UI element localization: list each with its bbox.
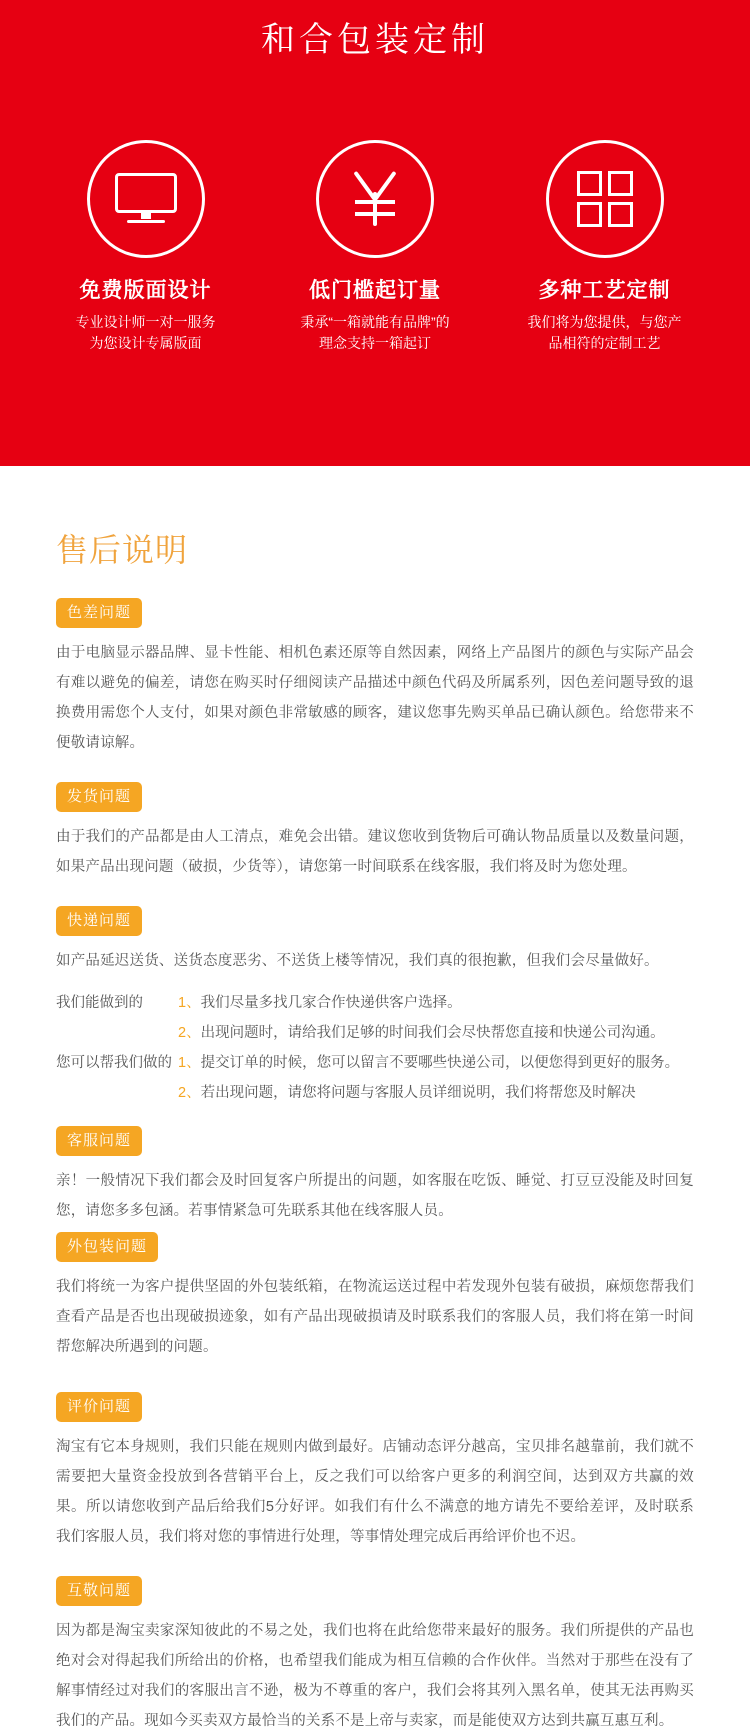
grid-square-4 — [608, 202, 633, 227]
feature-desc — [76, 312, 216, 354]
feature-title: 免费版面设计 — [79, 279, 212, 302]
block-body: 由于我们的产品都是由人工清点，难免会出错。建议您收到货物后可确认物品质量以及数量问题，如果产品出现问题（破损，少货等），请您第一时间联系在线客服，我们将及时为您处理。 — [56, 829, 694, 875]
status-badge: 外包装问题 — [56, 1232, 158, 1262]
block-outer-packaging — [0, 1232, 750, 1362]
express-row-items — [178, 988, 694, 1048]
feature-item-design — [38, 140, 253, 354]
status-badge: 互敬问题 — [56, 1576, 142, 1606]
spacer — [0, 758, 750, 782]
express-row — [56, 1048, 694, 1108]
block-body-clip — [56, 1156, 694, 1218]
express-item-number: 2、 — [178, 1025, 201, 1041]
express-item — [178, 1048, 694, 1078]
express-item-text: 我们尽量多找几家合作快递供客户选择。 — [200, 995, 462, 1011]
block-color-difference — [0, 598, 750, 758]
express-item-text: 若出现问题，请您将问题与客服人员详细说明，我们将帮您及时解决 — [200, 1085, 636, 1101]
express-item-number: 2、 — [178, 1085, 201, 1101]
yen-stem — [373, 192, 377, 226]
spacer — [0, 1218, 750, 1232]
express-item-number: 1、 — [178, 1055, 201, 1071]
express-item-text: 出现问题时，请给我们足够的时间我们会尽快帮您直接和快递公司沟通。 — [200, 1025, 665, 1041]
grid-square-1 — [577, 171, 602, 196]
feature-icon-circle — [316, 140, 434, 258]
feature-desc-line1: 我们将为您提供，与您产 — [527, 314, 682, 330]
monitor-icon — [115, 173, 177, 225]
page-title: 和合包装定制 — [261, 21, 489, 59]
express-row — [56, 988, 694, 1048]
block-body: 我们将统一为客户提供坚固的外包装纸箱，在物流运送过程中若发现外包装有破损，麻烦您帮我们查看产品是否也出现破损迹象，如有产品出现破损请及时联系我们的客服人员，我们将在第一时间帮您解决所遇到的问题。 — [56, 1279, 694, 1355]
express-item — [178, 988, 694, 1018]
aftersales-blocks — [0, 598, 750, 1736]
block-body: 因为都是淘宝卖家深知彼此的不易之处，我们也将在此给您带来最好的服务。我们所提供的产品也绝对会对得起我们所给出的价格，也希望我们能成为相互信赖的合作伙伴。当然对于那些在没有了解事情经过对我们的客服出言不逊，极为不尊重的客户，我们会将其列入黑名单，使其无法再购买我们的产品。现如今买卖双方最恰当的关系不是上帝与卖家，而是能使双方达到共赢互惠互利。 — [56, 1623, 694, 1729]
status-badge: 色差问题 — [56, 598, 142, 628]
block-express — [0, 906, 750, 1108]
express-item-text: 提交订单的时候，您可以留言不要哪些快递公司，以便您得到更好的服务。 — [200, 1055, 680, 1071]
status-badge: 客服问题 — [56, 1126, 142, 1156]
monitor-base — [127, 220, 165, 223]
feature-desc-line1: 专业设计师一对一服务 — [75, 314, 216, 330]
yen-bar-lower — [355, 212, 395, 216]
feature-title: 低门槛起订量 — [309, 279, 441, 302]
feature-list — [0, 140, 750, 354]
express-row-items — [178, 1048, 694, 1108]
block-review — [0, 1392, 750, 1552]
block-body: 由于电脑显示器品牌、显卡性能、相机色素还原等自然因素，网络上产品图片的颜色与实际产品会有难以避免的偏差，请您在购买时仔细阅读产品描述中颜色代码及所属系列，因色差问题导致的退换费用需您个人支付，如果对颜色非常敏感的顾客，建议您事先购买单品已确认颜色。给您带来不便敬请谅解。 — [56, 645, 694, 751]
monitor-screen — [115, 173, 177, 213]
spacer — [0, 1108, 750, 1126]
spacer — [0, 1552, 750, 1576]
feature-desc — [300, 312, 449, 354]
express-item-number: 1、 — [178, 995, 201, 1011]
feature-desc-line2: 理念支持一箱起订 — [318, 335, 431, 351]
feature-desc-line1: 秉承“一箱就能有品牌”的 — [300, 314, 450, 330]
red-banner — [0, 0, 750, 466]
spacer — [0, 1362, 750, 1392]
block-shipping — [0, 782, 750, 882]
feature-desc-line2: 品相符的定制工艺 — [548, 335, 661, 351]
block-mutual-respect — [0, 1576, 750, 1736]
grid-squares-icon — [577, 171, 633, 227]
section-heading: 售后说明 — [56, 532, 189, 568]
block-body: 亲！一般情况下我们都会及时回复客户所提出的问题，如客服在吃饭、睡觉、打豆豆没能及时回复您，请您多多包涵。若事情紧急可先联系其他在线客服人员。 — [56, 1173, 694, 1218]
block-body: 如产品延迟送货、送货态度恶劣、不送货上楼等情况，我们真的很抱歉，但我们会尽量做好。 — [56, 953, 659, 969]
express-item — [178, 1018, 694, 1048]
grid-square-2 — [608, 171, 633, 196]
yen-bar-upper — [355, 200, 395, 204]
spacer — [0, 882, 750, 906]
feature-item-craft — [497, 140, 712, 354]
feature-item-moq — [268, 140, 483, 354]
express-row-label: 我们能做到的 — [56, 995, 143, 1011]
grid-square-3 — [577, 202, 602, 227]
block-customer-service — [0, 1126, 750, 1218]
express-row-label: 您可以帮我们做的 — [56, 1055, 172, 1071]
feature-desc — [528, 312, 682, 354]
feature-title: 多种工艺定制 — [538, 279, 671, 302]
status-badge: 快递问题 — [56, 906, 142, 936]
status-badge: 发货问题 — [56, 782, 142, 812]
status-badge: 评价问题 — [56, 1392, 142, 1422]
monitor-neck — [141, 213, 151, 219]
yen-currency-icon — [347, 170, 403, 228]
express-detail-rows — [56, 988, 694, 1108]
feature-icon-circle — [87, 140, 205, 258]
block-body: 淘宝有它本身规则，我们只能在规则内做到最好。店铺动态评分越高，宝贝排名越靠前，我们就不需要把大量资金投放到各营销平台上，反之我们可以给客户更多的利润空间，达到双方共赢的效果。所以请您收到产品后给我们5分好评。如我们有什么不满意的地方请先不要给差评，及时联系我们客服人员，我们将对您的事情进行处理，等事情处理完成后再给评价也不迟。 — [56, 1439, 694, 1545]
express-item — [178, 1078, 694, 1108]
feature-desc-line2: 为您设计专属版面 — [89, 335, 202, 351]
feature-icon-circle — [546, 140, 664, 258]
